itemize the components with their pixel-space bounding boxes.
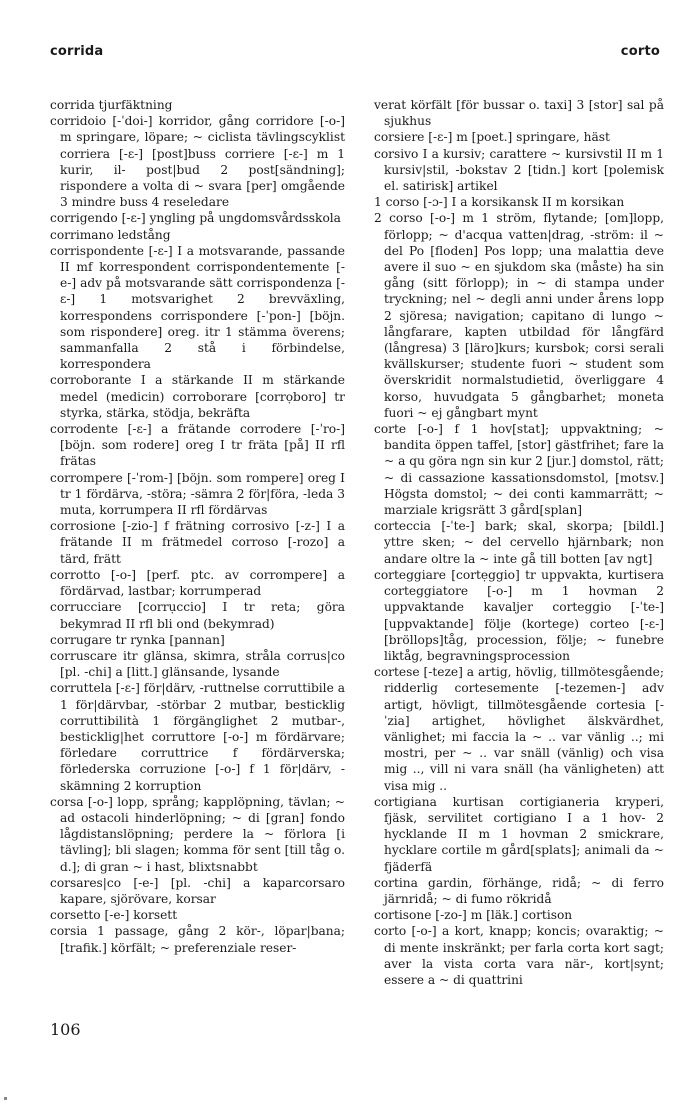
- dictionary-entry: corruscare itr glänsa, skimra, stråla corrus|co [pl. -chi] a [litt.] glänsande, lysande: [50, 648, 345, 680]
- dictionary-entry: cortigiana kurtisan cortigianeria kryperi, fjäsk, servilitet cortigiano I a 1 hov- 2 hycklande II m 1 hovman 2 smickrare, hycklare cortile m gård[splats]; animali da ~ fjäderfä: [374, 794, 664, 874]
- dictionary-entry: corrugare tr rynka [pannan]: [50, 632, 225, 647]
- dictionary-entry: corteggiare [cortẹggio] tr uppvakta, kurtisera corteggiatore [-o-] m 1 hovman 2 uppvaktande kavaljer corteggio [-ˈte-] [uppvaktande] följe (kortege) corteo [-ɛ-] [bröllops]tåg, procession, följe; ~ funebre liktåg, begravningsprocession: [374, 567, 664, 663]
- left-column: [50, 97, 345, 956]
- dictionary-entry: corrigendo [-ɛ-] yngling på ungdomsvårdsskola: [50, 211, 341, 226]
- dictionary-entry: corsiere [-ɛ-] m [poet.] springare, häst: [374, 130, 610, 145]
- dictionary-entry: cortina gardin, förhänge, ridå; ~ di ferro järnridå; ~ di fumo rökridå: [374, 875, 664, 906]
- dictionary-entry: corruttela [-ɛ-] för|därv, -ruttnelse corruttibile a 1 för|därvbar, -störbar 2 mutbar, besticklig corruttibilità 1 förgänglighet 2 mutbar-, besticklig|het corruttore [-o-] m fördärvare; förledare corruttrice f fördärverska; förlederska corruzione [-o-] f 1 för|därv, -skämning 2 korruption: [50, 681, 345, 793]
- dictionary-entry: corsa [-o-] lopp, språng; kapplöpning, tävlan; ~ ad ostacoli hinderlöpning; ~ di [gran] fondo lågdistanslöpning; perdere la ~ förlora [i tävling]; bli slagen; komma för sent [till tåg o. d.]; di gran ~ i hast, blixtsnabbt: [50, 794, 345, 874]
- dictionary-entry: corrodente [-ɛ-] a frätande corrodere [-ˈro-] [böjn. som rodere] oreg I tr fräta [på] II rfl frätas: [50, 422, 345, 469]
- dictionary-entry: cortese [-teze] a artig, hövlig, tillmötesgående; ridderlig cortesemente [-tezemen-] adv artigt, hövligt, tillmötesgående cortesia [-ˈzia] artighet, hövlighet älskvärdhet, vänlighet; mi faccia la ~ .. var vänlig ..; mi mostri, per ~ .. var snäll (vänlig) och visa mig .., vill ni vara snäll (ha vänligheten) att visa mig ..: [374, 665, 664, 793]
- dictionary-entry: corsares|co [-e-] [pl. -chi] a kaparcorsaro kapare, sjörövare, korsar: [50, 875, 345, 906]
- running-head-left: corrida: [50, 44, 104, 59]
- dictionary-entry: verat körfält [för bussar o. taxi] 3 [stor] sal på sjukhus: [374, 98, 664, 129]
- running-head-right: corto: [620, 44, 660, 59]
- dictionary-entry: corsetto [-e-] korsett: [50, 908, 178, 923]
- dictionary-entry: corrimano ledstång: [50, 227, 171, 242]
- dictionary-entry: corsivo I a kursiv; carattere ~ kursivstil II m 1 kursiv|stil, -bokstav 2 [tidn.] kort [polemisk el. satirisk] artikel: [374, 146, 664, 194]
- dictionary-entry: corridoio [-ˈdoi-] korridor, gång corridore [-o-] m springare, löpare; ~ ciclista tävlingscyklist corriera [-ɛ-] [post]buss corriere [-ɛ-] m 1 kurir, il- post|bud 2 post[sändning]; rispondere a volta di ~ svara [per] omgående 3 mindre buss 4 reseledare: [50, 114, 345, 210]
- dictionary-entry: corteccia [-ˈte-] bark; skal, skorpa; [bildl.] yttre sken; ~ del cervello hjärnbark; non andare oltre la ~ inte gå till botten [av ngt]: [374, 519, 664, 566]
- page-number: 106: [50, 1020, 81, 1039]
- dictionary-entry: corrispondente [-ɛ-] I a motsvarande, passande II mf korrespondent corrispondentemente [-e-] adv på motsvarande sätt corrispondenza [-ɛ-] 1 motsvarighet 2 brevväxling, korrespondens corrispondere [-ˈpon-] [böjn. som rispondere] oreg. itr 1 stämma överens; sammanfalla 2 stå i förbindelse, korrespondera: [50, 243, 345, 372]
- dictionary-entry: corrucciare [corrụccio] I tr reta; göra bekymrad II rfl bli ond (bekymrad): [50, 600, 345, 631]
- dictionary-entry: corrotto [-o-] [perf. ptc. av corrompere] a fördärvad, lastbar; korrumperad: [50, 567, 345, 599]
- dictionary-entry: cortisone [-zo-] m [läk.] cortison: [374, 908, 573, 923]
- right-column: [374, 97, 664, 988]
- dictionary-entry: 1 corso [-ɔ-] I a korsikansk II m korsikan: [374, 195, 625, 210]
- dictionary-entry: corroborante I a stärkande II m stärkande medel (medicin) corroborare [corrọboro] tr styrka, stärka, stödja, bekräfta: [50, 373, 345, 420]
- dictionary-entry: corrida tjurfäktning: [50, 98, 173, 112]
- dictionary-entry: corto [-o-] a kort, knapp; koncis; ovaraktig; ~ di mente inskränkt; per farla corta kort sagt; aver la vista corta vara när-, kort|synt; essere a ~ di quattrini: [374, 924, 664, 987]
- dictionary-entry: corte [-o-] f 1 hov[stat]; uppvaktning; ~ bandita öppen taffel, [stor] gästfrihet; fare la ~ a qu göra ngn sin kur 2 [jur.] domstol, rätt; ~ di cassazione kassationsdomstol, [motsv.] Högsta domstol; ~ dei conti kammarrätt; ~ marziale krigsrätt 3 gård[splan]: [374, 422, 664, 518]
- scan-speck: [4, 1097, 7, 1100]
- dictionary-entry: corrompere [-ˈrom-] [böjn. som rompere] oreg I tr 1 fördärva, -störa; -sämra 2 för|föra, -leda 3 muta, korrumpera II rfl fördärvas: [50, 470, 345, 518]
- dictionary-entry: 2 corso [-o-] m 1 ström, flytande; [om]lopp, förlopp; ~ d'acqua vatten|drag, -ström: il ~ del Po [floden] Pos lopp; una malattia deve avere il suo ~ en sjukdom ska (måste) ha sin gång (sitt förlopp); in ~ di stampa under tryckning; nel ~ degli anni under årens lopp 2 sjöresa; navigation; capitano di lungo ~ långfarare, kapten utbildad för långfärd (långresa) 3 [läro]kurs; kursbok; corsi serali kvällskurser; studente fuori ~ student som överskridit normalstudietid, överliggare 4 korso, huvudgata 5 gångbarhet; moneta fuori ~ ej gångbart mynt: [374, 211, 664, 420]
- dictionary-entry: corsia 1 passage, gång 2 kör-, löpar|bana; [trafik.] körfält; ~ preferenziale reser-: [50, 924, 345, 955]
- dictionary-entry: corrosione [-zio-] f frätning corrosivo [-z-] I a frätande II m frätmedel corroso [-rozo] a tärd, frätt: [50, 519, 345, 566]
